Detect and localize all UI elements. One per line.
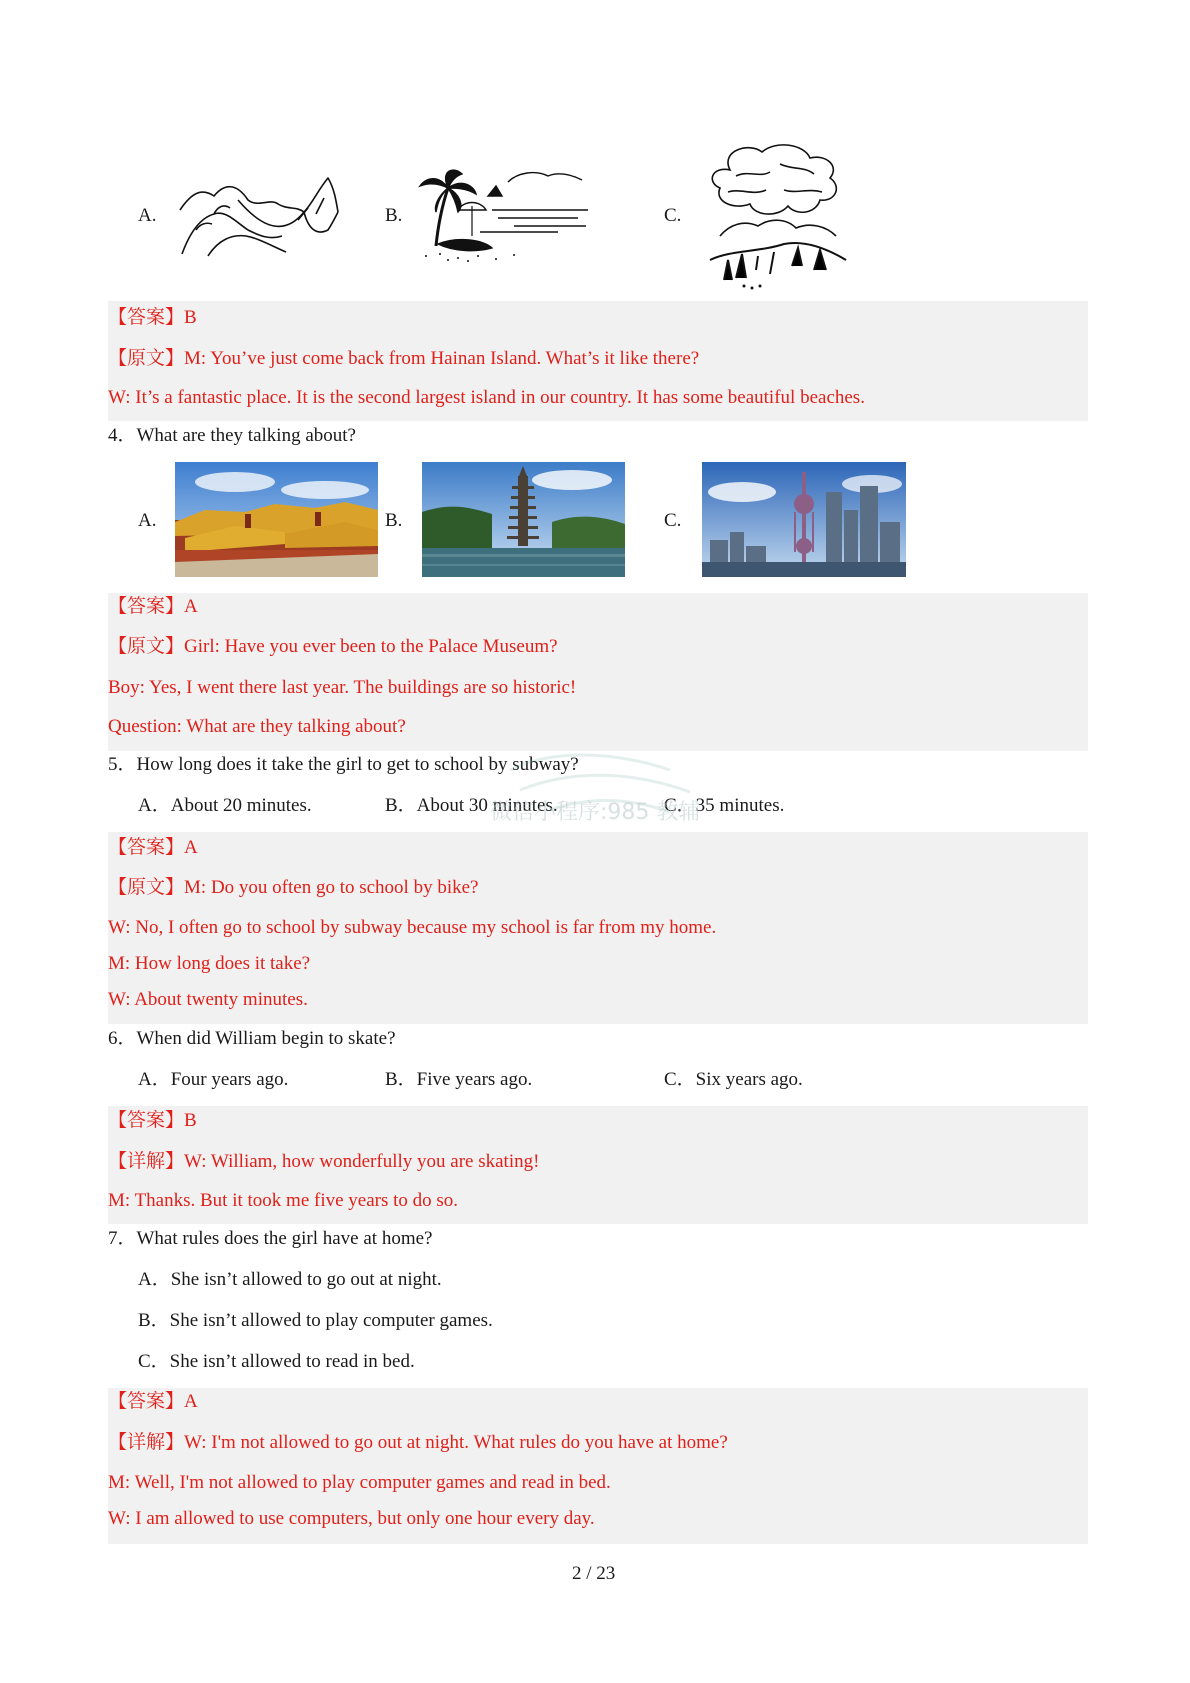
beach-palm-drawing-icon [418,166,593,262]
q4-script-line-1 [108,635,558,659]
pagoda-lake-photo [422,462,625,577]
q5-answer [108,836,198,860]
q5-question: 5．How long does it take the girl to get to school by subway? [108,754,579,775]
q6-option-c: C．Six years ago. [664,1069,803,1090]
q3-option-b-label: B. [385,205,403,226]
q6-script-line-1 [108,1150,539,1174]
shanghai-skyline-photo [702,462,906,577]
q3-option-a-label: A. [138,205,157,226]
q6-answer [108,1109,197,1133]
script-text: W: I'm not allowed to go out at night. What rules do you have at home? [184,1432,728,1453]
q7-script-line-3: W: I am allowed to use computers, but only one hour every day. [108,1508,595,1529]
q5-script-line-1 [108,876,478,900]
q4-option-a-label: A. [138,510,157,531]
answer-value: A [184,1391,198,1412]
answer-tag: 【答案】 [108,596,185,617]
answer-value: A [184,837,198,858]
q4-script-line-2: Boy: Yes, I went there last year. The buildings are so historic! [108,677,577,698]
q5-option-b: B．About 30 minutes. [385,795,558,816]
q3-answer [108,306,197,330]
script-tag: 【详解】 [108,1151,185,1172]
script-text: Girl: Have you ever been to the Palace Museum? [184,636,558,657]
script-tag: 【原文】 [108,636,185,657]
script-tag: 【原文】 [108,348,185,369]
q5-script-line-4: W: About twenty minutes. [108,989,308,1010]
q5-option-a: A．About 20 minutes. [138,795,312,816]
script-text: W: William, how wonderfully you are skating! [184,1151,540,1172]
q3-script-line-2: W: It’s a fantastic place. It is the second largest island in our country. It has some beautiful beaches. [108,387,865,408]
q5-option-c: C．35 minutes. [664,795,785,816]
answer-value: B [184,307,197,328]
page-number: 2 / 23 [572,1563,616,1584]
q5-script-line-3: M: How long does it take? [108,953,311,974]
script-tag: 【详解】 [108,1432,185,1453]
q7-answer [108,1390,198,1414]
q7-option-a: A．She isn’t allowed to go out at night. [138,1269,442,1290]
q6-script-line-2: M: Thanks. But it took me five years to do so. [108,1190,459,1211]
q4-option-c-label: C. [664,510,682,531]
answer-value: A [184,596,198,617]
q7-option-c: C．She isn’t allowed to read in bed. [138,1351,415,1372]
q6-option-b: B．Five years ago. [385,1069,533,1090]
forest-trees-drawing-icon [700,140,850,290]
q5-script-line-2: W: No, I often go to school by subway because my school is far from my home. [108,917,717,938]
q6-question: 6．When did William begin to skate? [108,1028,396,1049]
answer-tag: 【答案】 [108,837,185,858]
q7-script-line-1 [108,1431,728,1455]
forbidden-city-photo [175,462,378,577]
q4-answer [108,595,198,619]
q3-option-c-label: C. [664,205,682,226]
answer-tag: 【答案】 [108,1391,185,1412]
answer-tag: 【答案】 [108,307,185,328]
q4-option-b-label: B. [385,510,403,531]
script-tag: 【原文】 [108,877,185,898]
q3-script-line-1 [108,347,699,371]
answer-tag: 【答案】 [108,1110,185,1131]
q4-question: 4．What are they talking about? [108,425,356,446]
q7-option-b: B．She isn’t allowed to play computer games. [138,1310,493,1331]
answer-value: B [184,1110,197,1131]
watermark-text: 微信小程序:985 教辅 [490,800,701,825]
script-text: M: You’ve just come back from Hainan Island. What’s it like there? [184,348,700,369]
q7-script-line-2: M: Well, I'm not allowed to play computer games and read in bed. [108,1472,611,1493]
script-text: M: Do you often go to school by bike? [184,877,479,898]
q7-question: 7．What rules does the girl have at home? [108,1228,433,1249]
mountains-drawing-icon [178,170,340,258]
q6-option-a: A．Four years ago. [138,1069,289,1090]
q4-script-line-3: Question: What are they talking about? [108,716,406,737]
